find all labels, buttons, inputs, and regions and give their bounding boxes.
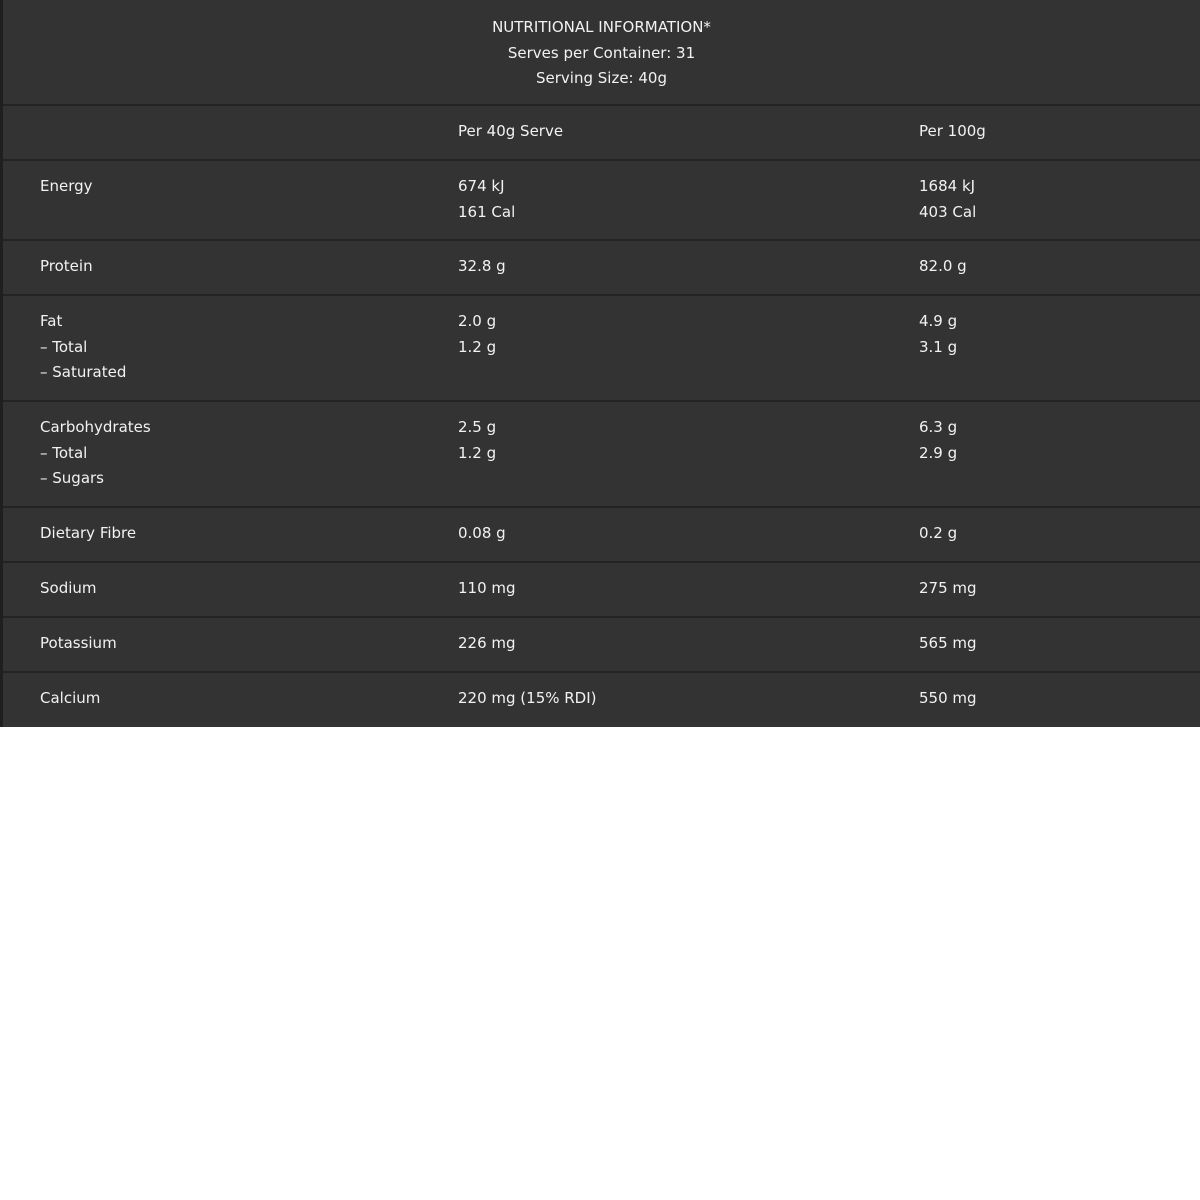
energy-100g-kj: 1684 kJ [919,177,976,195]
table-row-calcium [3,673,1200,728]
table-row-protein [3,241,1200,296]
serves-per-container: Serves per Container: 31 [507,43,696,62]
serving-size: Serving Size: 40g [536,69,667,87]
row-label-dietary-fibre: Dietary Fibre [40,524,137,542]
carbohydrates-sub-sugars: – Sugars [40,469,104,487]
column-header-per-100g: Per 100g [919,122,986,140]
protein-serve: 32.8 g [458,257,506,275]
fat-sub-total: – Total [40,337,88,356]
carbohydrates-serve-sugars: 1.2 g [458,443,497,462]
fat-sub-saturated: – Saturated [40,363,127,381]
potassium-100g: 565 mg [919,634,977,652]
carbohydrates-100g-sugars: 2.9 g [919,443,958,462]
calcium-serve: 220 mg (15% RDI) [458,689,597,707]
row-label-sodium: Sodium [40,579,97,597]
energy-serve-kj: 674 kJ [458,177,505,195]
sodium-100g: 275 mg [919,579,977,597]
row-label-protein: Protein [40,257,93,275]
table-row-dietary-fibre [3,508,1200,563]
fat-100g-saturated: 3.1 g [919,337,958,356]
row-label-carbohydrates: Carbohydrates [40,418,151,436]
carbohydrates-sub-total: – Total [40,443,88,462]
carbohydrates-100g-total: 6.3 g [919,418,958,436]
calcium-100g: 550 mg [919,689,977,707]
nutrition-title: NUTRITIONAL INFORMATION* [492,18,711,36]
table-row-fat [3,296,1200,402]
sodium-serve: 110 mg [458,579,516,597]
table-row-carbohydrates [3,402,1200,508]
carbohydrates-serve-total: 2.5 g [458,418,497,436]
fat-serve-saturated: 1.2 g [458,337,497,356]
row-label-fat: Fat [40,312,63,330]
column-header-per-serve: Per 40g Serve [458,122,564,140]
dietary-fibre-100g: 0.2 g [919,524,958,542]
table-row-energy [3,161,1200,241]
table-row-potassium [3,618,1200,673]
row-label-energy: Energy [40,177,93,195]
row-label-potassium: Potassium [40,634,117,652]
column-header-row [3,106,1200,161]
table-row-sodium [3,563,1200,618]
potassium-serve: 226 mg [458,634,516,652]
energy-100g-cal: 403 Cal [919,202,977,221]
fat-serve-total: 2.0 g [458,312,497,330]
dietary-fibre-serve: 0.08 g [458,524,506,542]
fat-100g-total: 4.9 g [919,312,958,330]
protein-100g: 82.0 g [919,257,967,275]
energy-serve-cal: 161 Cal [458,202,516,221]
nutrition-header [3,0,1200,106]
row-label-calcium: Calcium [40,689,101,707]
